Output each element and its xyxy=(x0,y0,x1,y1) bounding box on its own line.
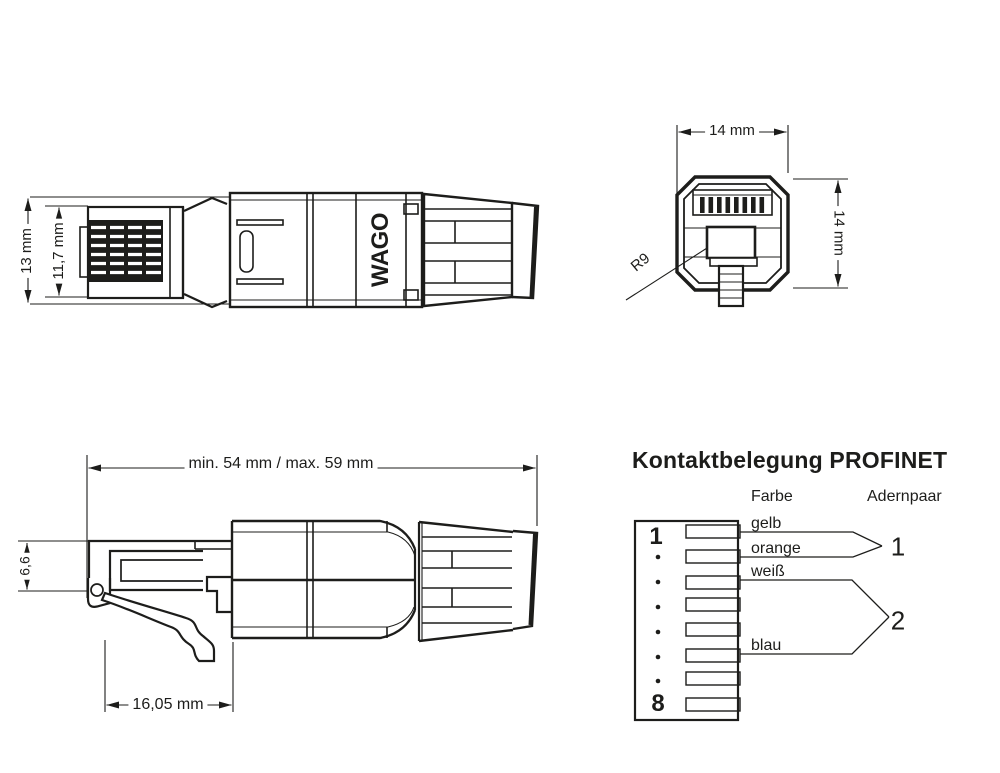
pin-contact-bar xyxy=(686,672,740,685)
dim-label-11-7mm: 11,7 mm xyxy=(51,218,68,283)
pair-number-2: 2 xyxy=(890,605,906,636)
pin-dot xyxy=(656,605,661,610)
pin-contact-bar xyxy=(686,698,740,711)
wire-color-orange: orange xyxy=(751,540,801,557)
pin-contact-bar xyxy=(686,550,740,563)
pin-contact-bar xyxy=(686,623,740,636)
pin-contact-bar xyxy=(686,598,740,611)
column-header-farbe: Farbe xyxy=(751,488,793,505)
pin-number-last: 8 xyxy=(651,689,665,717)
radius-label-r9: R9 xyxy=(627,249,654,276)
dim-label-14mm-width: 14 mm xyxy=(705,123,759,140)
pin-dot xyxy=(656,580,661,585)
dim-label-length: min. 54 mm / max. 59 mm xyxy=(185,455,378,473)
pair-number-1: 1 xyxy=(890,531,906,562)
latch-hook-top xyxy=(184,198,227,211)
latch-window xyxy=(707,227,755,258)
latch-hook-bottom xyxy=(184,294,227,307)
release-lever xyxy=(102,593,214,661)
wire-color-weiss: weiß xyxy=(751,563,785,580)
dim-label-14mm-height: 14 mm xyxy=(830,206,847,260)
pin-number-first: 1 xyxy=(649,522,663,550)
wire-color-gelb: gelb xyxy=(751,515,782,532)
pin-contact-bar xyxy=(686,525,740,538)
latch-channel xyxy=(110,551,203,590)
wire-color-blau: blau xyxy=(751,637,782,654)
latch-tab xyxy=(719,266,743,306)
pinout-title: Kontaktbelegung PROFINET xyxy=(632,447,948,473)
wago-logo: WAGO xyxy=(366,213,394,287)
column-header-adernpaar: Adernpaar xyxy=(867,488,942,505)
side-view-bottom xyxy=(18,455,537,712)
pin-dot xyxy=(656,555,661,560)
pin-dot xyxy=(656,679,661,684)
dim-label-13mm: 13 mm xyxy=(19,224,36,278)
dim-label-6-6: 6,6 xyxy=(17,552,32,579)
dim-label-16-05: 16,05 mm xyxy=(128,696,207,714)
pivot-hole xyxy=(91,584,103,596)
front-view xyxy=(626,125,848,306)
pin-contact-bar xyxy=(686,576,740,589)
pin-contact-bar xyxy=(686,649,740,662)
pin-dot xyxy=(656,655,661,660)
pin-dot xyxy=(656,630,661,635)
side-view-top xyxy=(28,193,538,307)
plug-nose-tip xyxy=(80,227,88,277)
cable-boot xyxy=(424,194,512,306)
